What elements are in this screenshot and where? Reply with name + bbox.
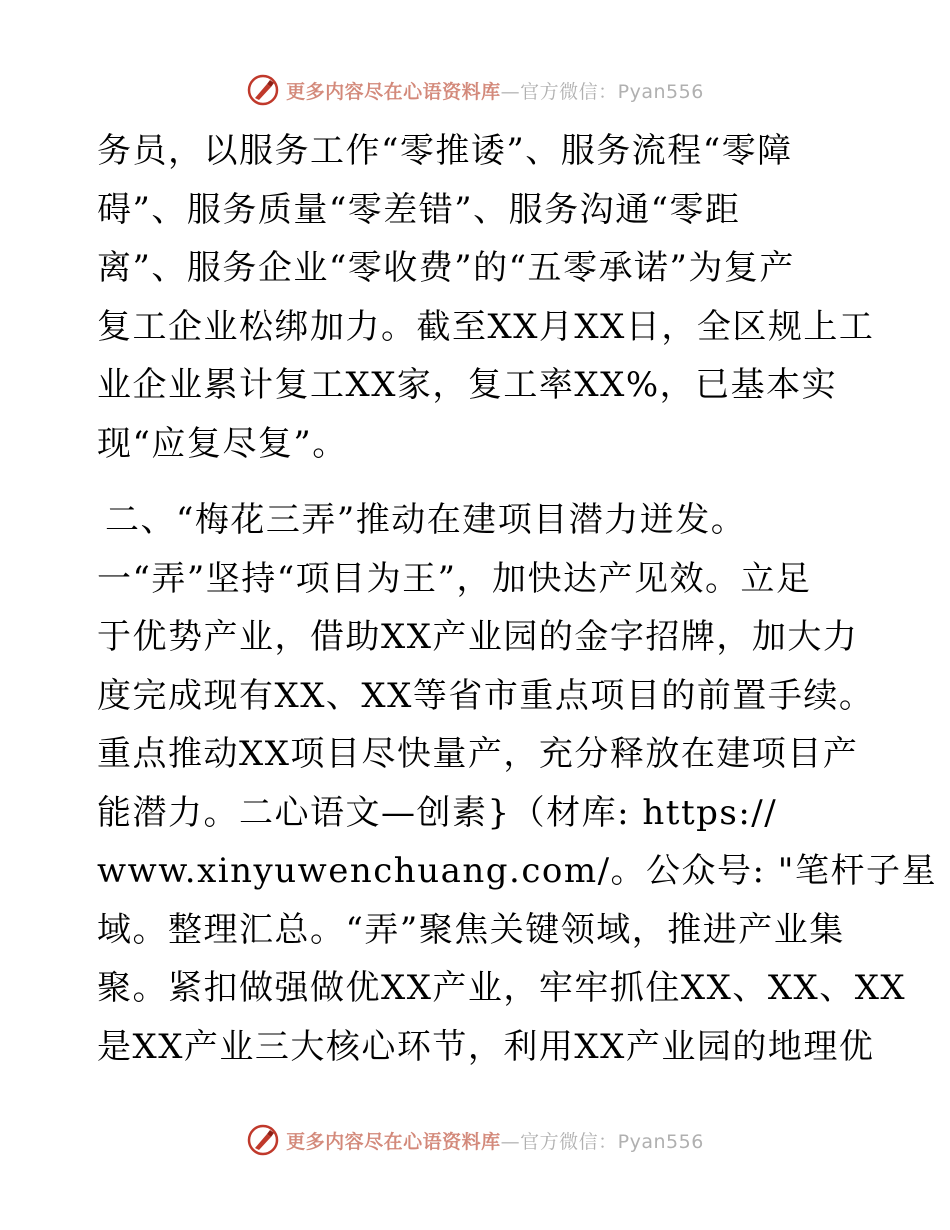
watermark-brand: 更多内容尽在心语资料库 [286, 80, 501, 103]
text-line: 于优势产业，借助XX产业园的金字招牌，加大力 [97, 617, 859, 657]
text-line: 离”、服务企业“零收费”的“五零承诺”为复产 [97, 248, 795, 288]
text-line: 业企业累计复工XX家，复工率XX%，已基本实 [97, 365, 838, 405]
text-line: 能潜力。二心语文—创素}（材库: https:// [97, 792, 778, 833]
pen-logo-icon [246, 1123, 280, 1157]
watermark-wechat: 官方微信：Pyan556 [520, 80, 704, 103]
text-line: 聚。紧扣做强做优XX产业，牢牢抓住XX、XX、XX [97, 968, 907, 1008]
pen-logo-icon [246, 73, 280, 107]
watermark-dash: — [500, 1130, 521, 1153]
text-line: www.xinyuwenchuang.com/。公众号: "笔杆子星 [97, 851, 937, 891]
watermark-dash: — [500, 80, 521, 103]
text-line: 现“应复尽复”。 [97, 423, 348, 464]
text-line: 度完成现有XX、XX等省市重点项目的前置手续。 [97, 675, 875, 716]
paragraph-2 [97, 550, 937, 1077]
footer-watermark [0, 1120, 950, 1160]
watermark-text [286, 1127, 704, 1154]
paragraph-1 [97, 122, 875, 473]
text-line: 一“弄”坚持“项目为王”，加快达产见效。立足 [97, 558, 812, 599]
watermark-text [286, 77, 704, 104]
text-line: 重点推动XX项目尽快量产，充分释放在建项目产 [97, 734, 859, 774]
section-heading: 二、“梅花三弄”推动在建项目潜力迸发。 [105, 500, 747, 540]
watermark-brand: 更多内容尽在心语资料库 [286, 1130, 501, 1153]
header-watermark [0, 70, 950, 110]
text-line: 复工企业松绑加力。截至XX月XX日，全区规上工 [97, 306, 875, 347]
text-line: 域。整理汇总。“弄”聚焦关键领域，推进产业集 [97, 909, 845, 950]
text-line: 务员，以服务工作“零推诿”、服务流程“零障 [97, 131, 793, 171]
text-line: 碍”、服务质量“零差错”、服务沟通“零距 [97, 189, 741, 230]
watermark-wechat: 官方微信：Pyan556 [520, 1130, 704, 1153]
document-body [97, 122, 937, 1076]
text-line: 是XX产业三大核心环节，利用XX产业园的地理优 [97, 1026, 875, 1067]
